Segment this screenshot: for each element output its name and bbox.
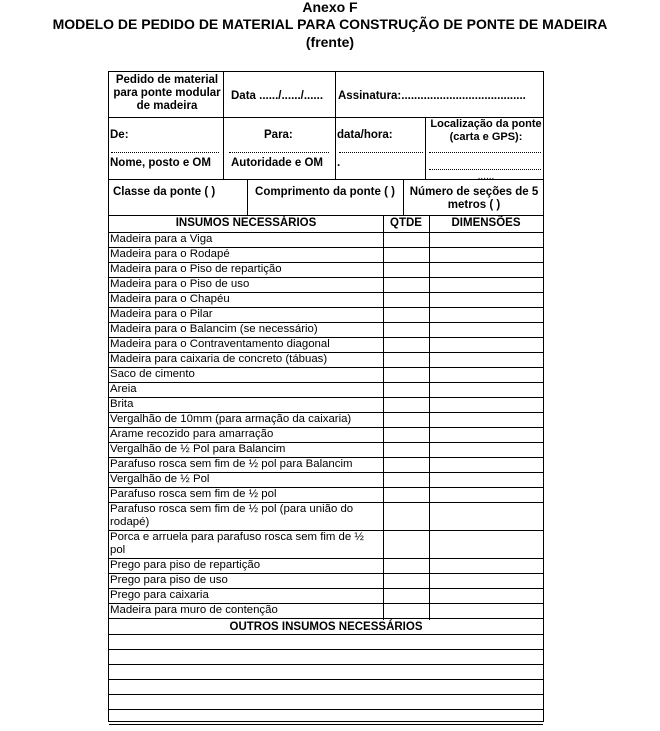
dimensoes-cell[interactable] [430,457,543,472]
classe-field[interactable]: Classe da ponte ( ) [113,186,216,198]
qtde-cell[interactable] [384,277,429,292]
list-item: Porca e arruela para parafuso rosca sem fim de ½ pol [110,531,364,556]
qtde-cell[interactable] [384,367,429,382]
qtde-cell[interactable] [384,412,429,427]
dimensoes-cell[interactable] [430,472,543,487]
divider [425,117,426,179]
numero-field[interactable]: Número de seções de 5 metros ( ) [409,186,539,211]
qtde-cell[interactable] [384,530,429,558]
localizacao-label: Localização da ponte (carta e GPS): [430,118,542,143]
list-item: Arame recozido para amarração [110,428,274,440]
divider [223,72,224,117]
dimensoes-cell[interactable] [430,292,543,307]
nome-label: Nome, posto e OM [110,157,211,169]
divider [109,215,543,216]
dimensoes-cell[interactable] [430,558,543,573]
list-item: Parafuso rosca sem fim de ½ pol para Balancim [110,458,353,470]
list-item: Brita [110,398,134,410]
dimensoes-cell[interactable] [430,530,543,558]
list-item: Madeira para o Rodapé [110,248,230,260]
dimensoes-cell[interactable] [430,502,543,530]
col-insumos: INSUMOS NECESSÁRIOS [175,217,317,229]
dimensoes-cell[interactable] [430,412,543,427]
dimensoes-cell[interactable] [430,487,543,502]
list-item: Madeira para muro de contenção [110,604,278,616]
list-item: Madeira para o Piso de uso [110,278,250,290]
list-item: Prego para caixaria [110,589,209,601]
de-line[interactable] [111,152,219,153]
blank-row[interactable] [109,649,543,664]
qtde-cell[interactable] [384,603,429,618]
list-item: Madeira para o Pilar [110,308,213,320]
dimensoes-cell[interactable] [430,277,543,292]
qtde-cell[interactable] [384,427,429,442]
list-item: Madeira para o Balancim (se necessário) [110,323,318,335]
blank-row[interactable] [109,634,543,649]
divider [247,179,248,215]
col-divider [429,215,430,620]
comprimento-field[interactable]: Comprimento da ponte ( ) [255,186,395,198]
dimensoes-cell[interactable] [430,307,543,322]
qtde-cell[interactable] [384,382,429,397]
datahora-label: data/hora: [337,129,393,141]
qtde-cell[interactable] [384,232,429,247]
dimensoes-cell[interactable] [430,337,543,352]
para-label: Para: [264,129,293,141]
dimensoes-cell[interactable] [430,397,543,412]
dimensoes-cell[interactable] [430,322,543,337]
divider [335,117,336,179]
col-divider [383,215,384,620]
assinatura-field[interactable]: Assinatura:....................................... [338,90,526,102]
dimensoes-cell[interactable] [430,367,543,382]
dimensoes-cell[interactable] [430,382,543,397]
qtde-cell[interactable] [384,457,429,472]
list-item: Parafuso rosca sem fim de ½ pol (para união do rodapé) [110,503,354,528]
row-divider [109,724,543,725]
qtde-cell[interactable] [384,307,429,322]
list-item: Madeira para o Chapéu [110,293,230,305]
localizacao-dots: ...... [477,171,495,182]
list-item: Parafuso rosca sem fim de ½ pol [110,488,277,500]
qtde-cell[interactable] [384,502,429,530]
list-item: Prego para piso de repartição [110,559,261,571]
list-item: Madeira para o Piso de repartição [110,263,282,275]
divider [335,72,336,117]
blank-row[interactable] [109,664,543,679]
list-item: Vergalhão de ½ Pol [110,473,210,485]
dimensoes-cell[interactable] [430,588,543,603]
col-dimensoes: DIMENSÕES [451,217,521,229]
list-item: Prego para piso de uso [110,574,228,586]
document-title: MODELO DE PEDIDO DE MATERIAL PARA CONSTRUÇÃO DE PONTE DE MADEIRA [52,16,608,32]
divider [223,117,224,179]
list-item: Vergalhão de 10mm (para armação da caixaria) [110,413,352,425]
qtde-cell[interactable] [384,397,429,412]
qtde-cell[interactable] [384,573,429,588]
data-field[interactable]: Data ....../....../...... [231,90,324,102]
qtde-cell[interactable] [384,322,429,337]
row-divider [109,618,543,619]
datahora-line[interactable] [339,152,423,153]
qtde-cell[interactable] [384,292,429,307]
qtde-cell[interactable] [384,487,429,502]
dimensoes-cell[interactable] [430,427,543,442]
list-item: Madeira para a Viga [110,233,213,245]
qtde-cell[interactable] [384,352,429,367]
dimensoes-cell[interactable] [430,232,543,247]
qtde-cell[interactable] [384,442,429,457]
dimensoes-cell[interactable] [430,247,543,262]
material-request-form [108,71,544,722]
qtde-cell[interactable] [384,337,429,352]
list-item: Areia [110,383,137,395]
blank-row[interactable] [109,679,543,694]
de-label: De: [110,129,129,141]
qtde-cell[interactable] [384,558,429,573]
autoridade-label: Autoridade e OM [231,157,324,169]
blank-row[interactable] [109,709,543,724]
qtde-cell[interactable] [384,472,429,487]
list-item: Madeira para o Contraventamento diagonal [110,338,330,350]
pedido-label: Pedido de material para ponte modular de madeira [113,74,221,112]
divider [403,179,404,215]
qtde-cell[interactable] [384,262,429,277]
list-item: Vergalhão de ½ Pol para Balancim [110,443,286,455]
dimensoes-cell[interactable] [430,442,543,457]
list-item: Saco de cimento [110,368,195,380]
dimensoes-cell[interactable] [430,352,543,367]
col-qtde: QTDE [390,217,422,229]
dimensoes-cell[interactable] [430,603,543,618]
annex-label: Anexo F [302,0,358,15]
para-line[interactable] [229,152,329,153]
outros-title: OUTROS INSUMOS NECESSÁRIOS [229,621,423,633]
qtde-cell[interactable] [384,247,429,262]
blank-row[interactable] [109,694,543,709]
dimensoes-cell[interactable] [430,262,543,277]
localizacao-line[interactable] [429,152,541,153]
ponto: . [337,157,341,169]
dimensoes-cell[interactable] [430,573,543,588]
divider [109,179,543,180]
list-item: Madeira para caixaria de concreto (tábuas) [110,353,328,365]
qtde-cell[interactable] [384,588,429,603]
document-subtitle: (frente) [305,34,355,50]
